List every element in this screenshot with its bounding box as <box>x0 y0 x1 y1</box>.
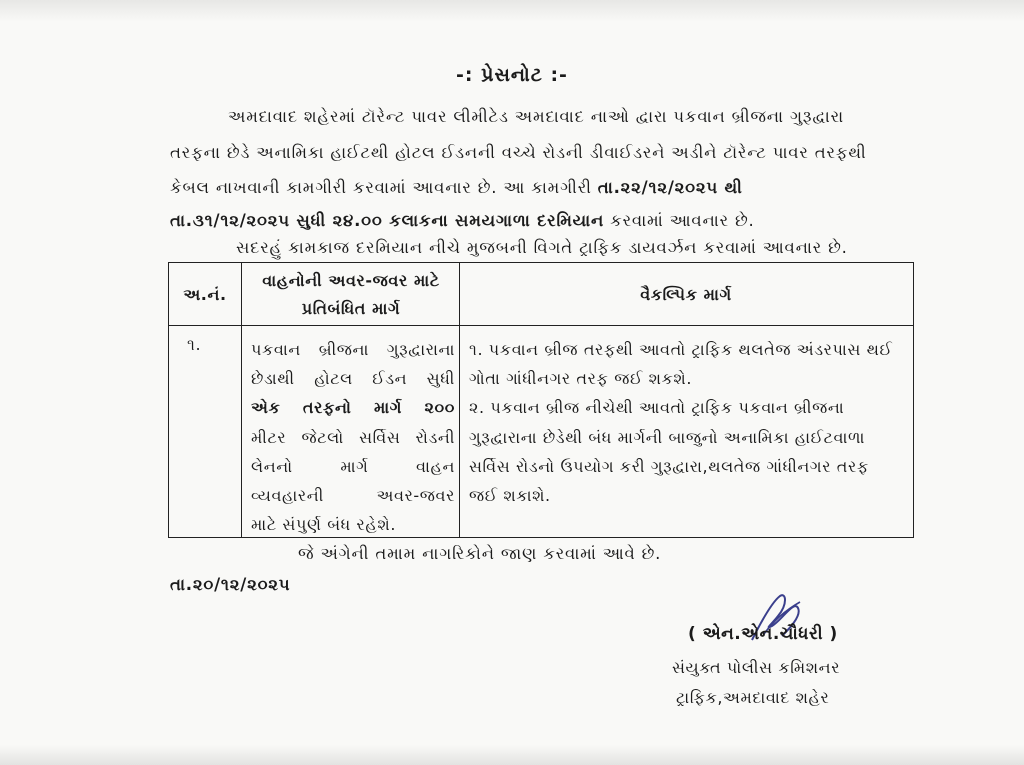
restricted-word: પકવાન <box>251 340 301 359</box>
restricted-line <box>251 452 455 481</box>
paragraph-line-1: અમદાવાદ શહેરમાં ટૉરેન્ટ પાવર લીમીટેડ અમદાવાદ નાઓ દ્વારા પકવાન બ્રીજના ગુરૂદ્વારા <box>228 107 844 126</box>
alternative-line: ગુરૂદ્વારાના છેડેથી બંધ માર્ગની બાજુનો અનામિકા હાઈટવાળા <box>469 427 866 447</box>
diversion-table <box>168 262 914 538</box>
restricted-word: વાહન <box>416 456 455 476</box>
header-restricted-line-1: વાહનોની અવર-જવર માટે <box>262 271 440 290</box>
restricted-word: વ્યવહારની <box>251 486 324 506</box>
header-restricted-line-2: પ્રતિબંધિત માર્ગ <box>301 299 401 318</box>
paragraph-line-3 <box>170 178 905 198</box>
restricted-word: છેડાથી <box>251 369 295 389</box>
restricted-word: માર્ગ <box>340 456 369 476</box>
alternative-line: સર્વિસ રોડનો ઉપયોગ કરી ગુરૂદ્વારા,થલતેજ ગાંધીનગર તરફ <box>469 456 869 476</box>
alternative-line: ગોતા ગાંધીનગર તરફ જઈ શકશે. <box>469 369 693 389</box>
restricted-word: અવર-જવર <box>376 486 455 506</box>
restricted-word: માર્ગ <box>373 398 403 418</box>
restricted-line <box>251 481 455 510</box>
table-header-divider <box>169 325 913 326</box>
header-alternative: વૈકલ્પિક માર્ગ <box>640 285 732 304</box>
start-date-text: તા.૨૨/૧૨/૨૦૨૫ થી <box>597 178 743 197</box>
closing-note: જે અંગેની તમામ નાગરિકોને જાણ કરવામાં આવે છે. <box>298 544 662 563</box>
restricted-word: લેનનો <box>251 456 293 476</box>
restricted-word: જેટલો <box>301 427 344 447</box>
restricted-word: સર્વિસ <box>359 427 401 447</box>
row-serial: ૧. <box>187 335 202 354</box>
restricted-line <box>251 364 455 393</box>
restricted-word: મીટર <box>251 427 287 447</box>
restricted-word: સુધી <box>426 369 455 389</box>
header-serial: અ.નં. <box>183 285 227 304</box>
paragraph-2: સદરહું કામકાજ દરમિયાન નીચે મુજબની વિગતે ટ્રાફિક ડાયવર્ઝન કરવામાં આવનાર છે. <box>236 238 848 257</box>
press-note-title: -: પ્રેસનોટ :- <box>456 64 568 86</box>
paragraph-line-4-text: કરવામાં આવનાર છે. <box>604 211 755 230</box>
signatory-name: ( એન.એન.ચૌધરી ) <box>688 624 838 644</box>
restricted-route-cell <box>251 335 455 539</box>
signatory-office: ટ્રાફિક,અમદાવાદ શહેર <box>676 688 830 707</box>
paragraph-line-2: તરફના છેડે અનામિકા હાઈટથી હોટલ ઈડનની વચ્ચે રોડની ડીવાઈડરને અડીને ટૉરેન્ટ પાવર તરફથી <box>170 143 867 162</box>
scan-top-shadow <box>0 0 1024 22</box>
restricted-word: હોટલ <box>314 369 353 389</box>
signatory-designation: સંયુક્ત પોલીસ કમિશનર <box>672 658 841 677</box>
scan-bottom-shadow <box>0 745 1024 765</box>
restricted-line <box>251 393 455 422</box>
restricted-line <box>251 423 455 452</box>
restricted-word: ઈડન <box>372 369 408 389</box>
table-divider-1 <box>241 263 242 537</box>
restricted-word: રોડની <box>415 427 455 447</box>
restricted-line <box>251 510 455 539</box>
alternative-line: જઈ શકાશે. <box>469 486 551 506</box>
alternative-route-cell <box>469 335 909 510</box>
restricted-line-text: માટે સંપુર્ણ બંધ રહેશે. <box>251 515 396 535</box>
restricted-word: બ્રીજના <box>318 340 369 359</box>
restricted-word: એક <box>251 398 281 418</box>
restricted-line <box>251 335 455 364</box>
table-divider-2 <box>459 263 460 537</box>
restricted-word: ૨૦૦ <box>424 398 455 418</box>
issue-date: તા.૨૦/૧૨/૨૦૨૫ <box>170 575 291 594</box>
paragraph-line-3-text: કેબલ નાખવાની કામગીરી કરવામાં આવનાર છે. આ કામગીરી <box>170 178 598 197</box>
alternative-line: ૧. પકવાન બ્રીજ તરફથી આવતો ટ્રાફિક થલતેજ અંડરપાસ થઈ <box>469 340 893 359</box>
alternative-line: ૨. પકવાન બ્રીજ નીચેથી આવતો ટ્રાફિક પકવાન બ્રીજના <box>469 398 845 418</box>
restricted-word: ગુરૂદ્વારાના <box>386 340 455 359</box>
end-date-duration-text: તા.૩૧/૧૨/૨૦૨૫ સુધી ૨૪.૦૦ કલાકના સમયગાળા દરમિયાન <box>170 211 605 230</box>
paragraph-line-4 <box>170 211 905 231</box>
restricted-word: તરફનો <box>302 398 352 418</box>
